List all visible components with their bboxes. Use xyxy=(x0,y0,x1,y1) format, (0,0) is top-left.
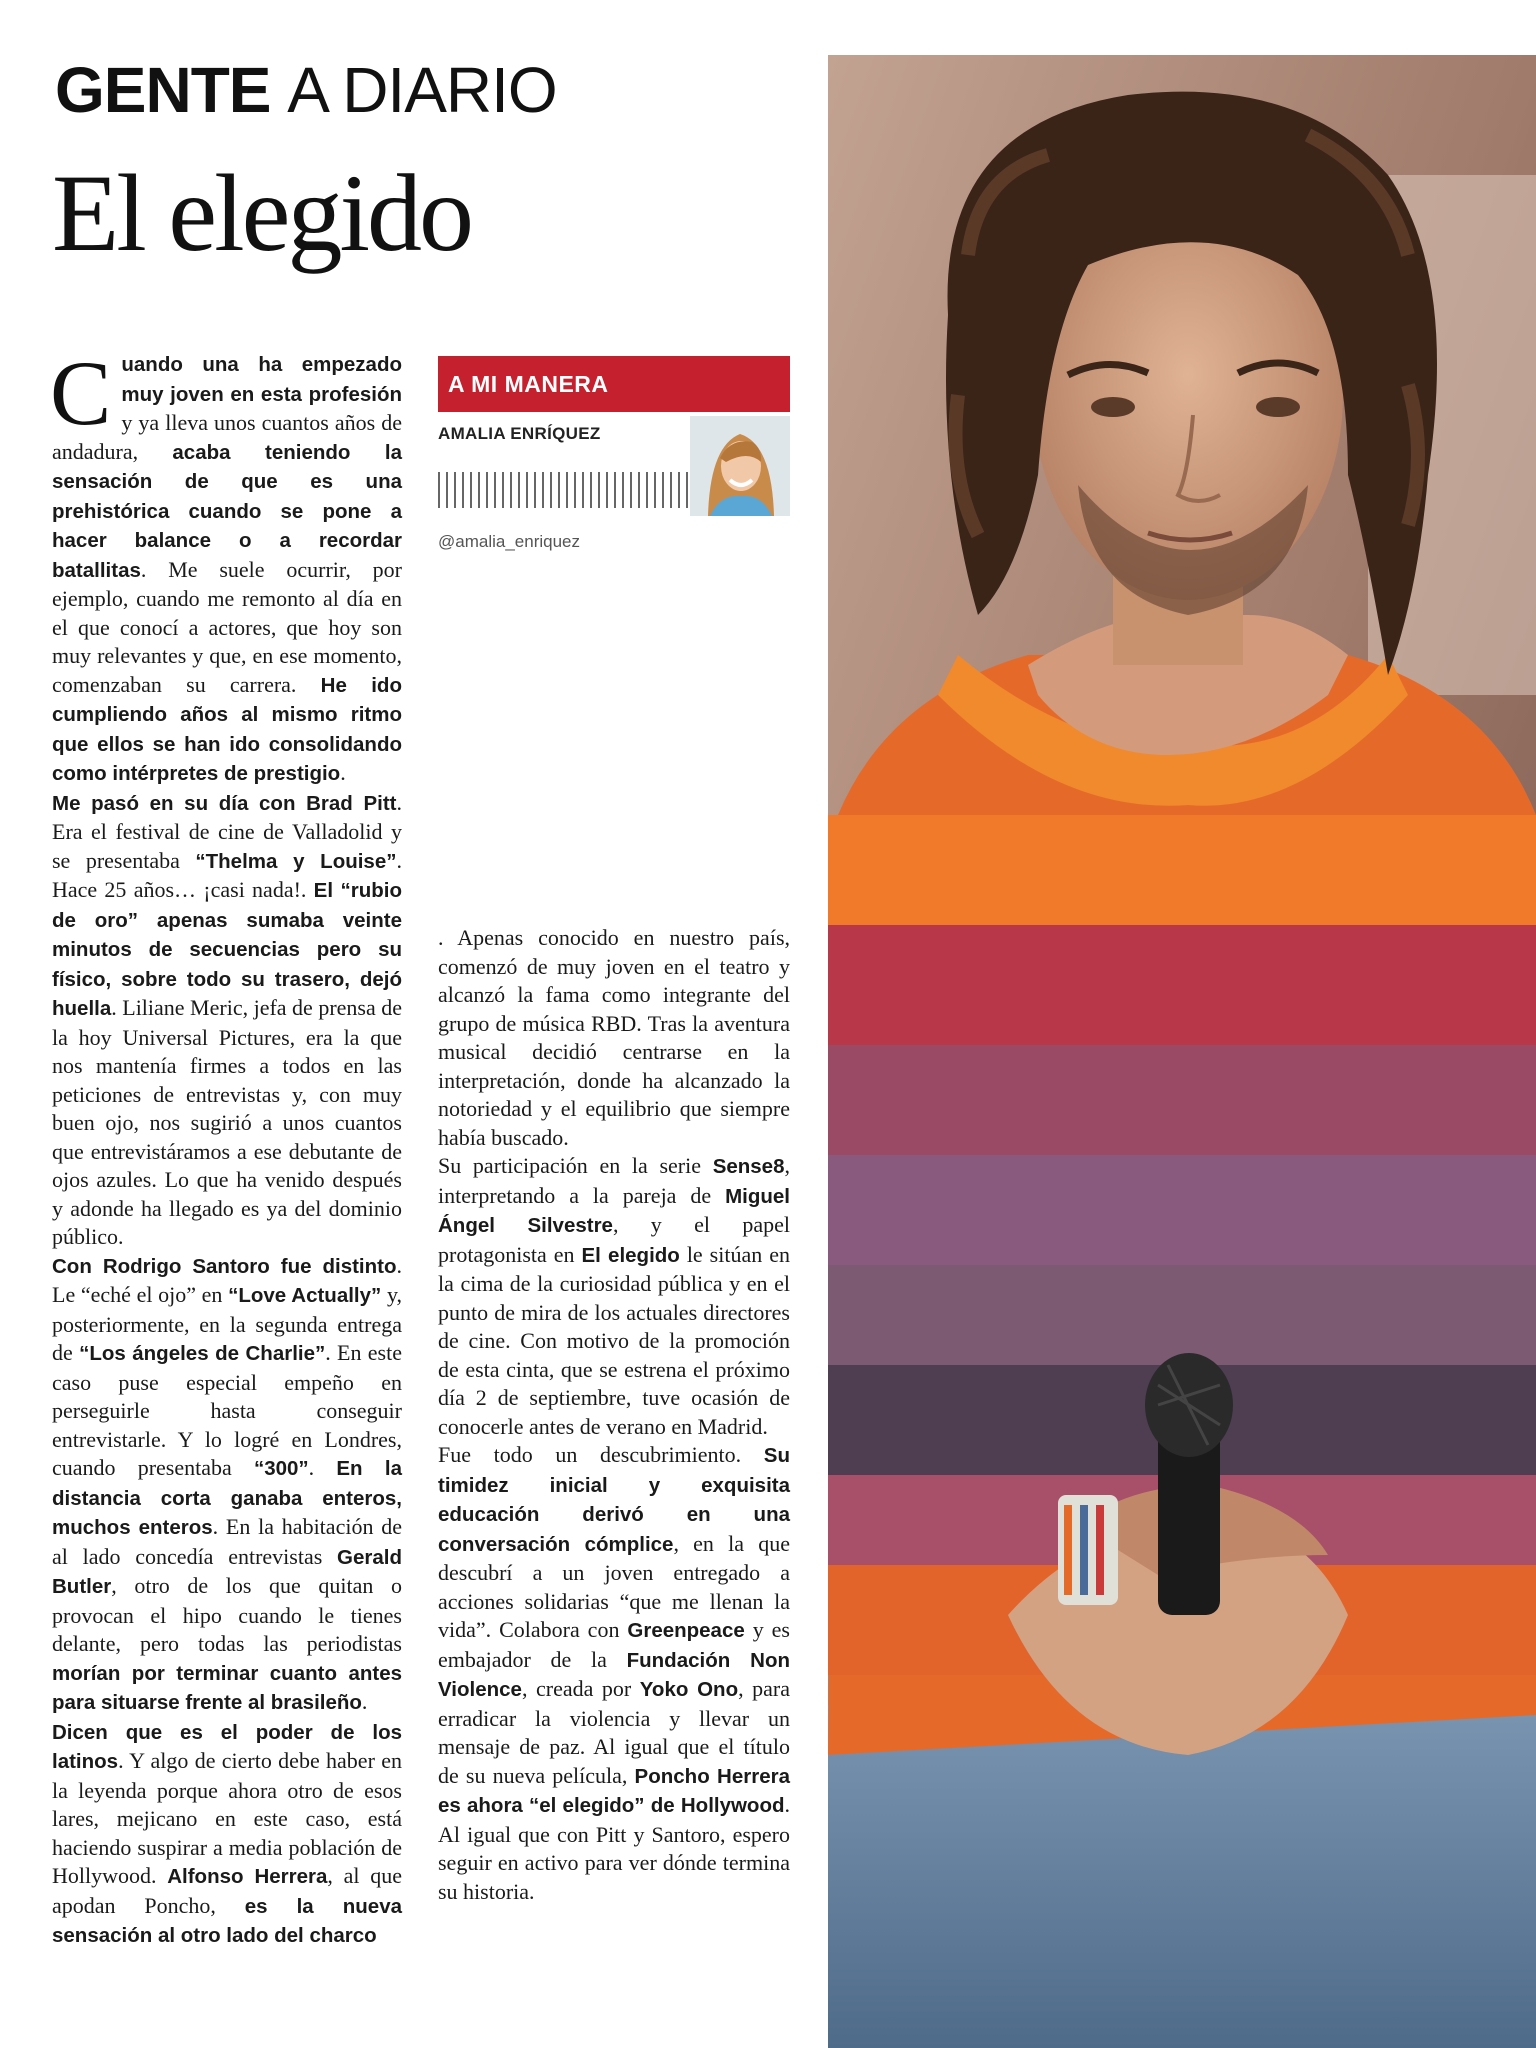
body-text: , y el papel protagonista en xyxy=(438,1212,790,1267)
body-text: , creada por xyxy=(521,1676,640,1701)
body-text: , para erradicar la violencia y llevar un mensaje de paz. Al igual que el título de su nueva película, xyxy=(438,1676,790,1788)
body-text: , otro de los que quitan o provocan el hipo cuando le tienes delante, pero todas las periodistas xyxy=(52,1573,402,1656)
body-text: y ya lleva unos cuantos años de andadura, xyxy=(52,410,402,464)
body-text: . En la habitación de al lado concedía entrevistas xyxy=(52,1514,402,1569)
emphasis-text: “300” xyxy=(253,1457,309,1480)
body-text: , al que apodan Poncho, xyxy=(52,1863,403,1918)
body-text: le sitúan en la cima de la curiosidad pública y en el punto de mira de los actuales directores de cine. Con motivo de la promoción de esta cinta, que se estrena el próximo día 2 de septiembre, tuve ocasión de conocerle antes de verano en Madrid. xyxy=(438,1241,790,1439)
emphasis-text: Poncho Herrera es ahora “el elegido” de Hollywood xyxy=(438,1764,790,1817)
emphasis-text: Dicen que es el poder de los latinos xyxy=(52,1720,402,1773)
emphasis-text: Yoko Ono xyxy=(639,1678,739,1701)
article-paragraph xyxy=(438,924,790,1152)
author-avatar xyxy=(690,416,790,516)
body-text: Su participación en la serie xyxy=(438,1153,713,1178)
emphasis-text: Gerald Butler xyxy=(52,1545,402,1598)
body-text: . Hace 25 años… ¡casi nada!. xyxy=(52,847,402,902)
article-paragraph xyxy=(52,1718,402,1951)
emphasis-text: Con Rodrigo Santoro fue distinto xyxy=(52,1254,397,1278)
body-text: , en la que descubrí a un joven entregado a acciones solidarias “que me llenan la vida”. Colabora con xyxy=(438,1530,791,1642)
emphasis-text: “Love Actually” xyxy=(228,1284,382,1307)
column-byline-box xyxy=(438,356,790,551)
section-title-light: A DIARIO xyxy=(287,54,557,126)
drop-cap: C xyxy=(50,342,112,444)
body-text: y, posteriormente, en la segunda entrega de xyxy=(52,1282,403,1365)
portrait-photo xyxy=(828,55,1536,2048)
body-text: , interpretando a la pareja de xyxy=(438,1153,790,1208)
body-text: . Y algo de cierto debe haber en la leyenda porque ahora otro de esos lares, mejicano en este caso, está haciendo suspirar a media población de Hollywood. xyxy=(52,1748,402,1888)
emphasis-text: El elegido xyxy=(581,1243,680,1267)
body-text: . Le “eché el ojo” en xyxy=(52,1252,402,1307)
emphasis-text: “Los ángeles de Charlie” xyxy=(79,1342,326,1365)
headline: El elegido xyxy=(52,152,472,274)
emphasis-text: Greenpeace xyxy=(627,1619,745,1642)
body-text: . Me suele ocurrir, por ejemplo, cuando me remonto al día en el que conocí a actores, que hoy son muy relevantes y que, en ese momento, comenzaban su carrera. xyxy=(52,556,402,697)
emphasis-text: uando una ha empezado muy joven en esta profesión xyxy=(121,353,402,406)
body-text: . xyxy=(361,1689,368,1714)
body-text: . Al igual que con Pitt y Santoro, espero seguir en activo para ver dónde termina su historia. xyxy=(438,1792,790,1904)
article-paragraph xyxy=(52,789,402,1252)
emphasis-text: Fundación Non Violence xyxy=(438,1648,790,1701)
emphasis-text: Su timidez inicial y exquisita educación derivó en una conversación cómplice xyxy=(438,1444,790,1556)
emphasis-text: es la nueva sensación al otro lado del charco xyxy=(52,1894,402,1947)
column-name-bar: A MI MANERA xyxy=(438,356,790,412)
article-paragraph xyxy=(52,1252,402,1718)
body-text: . Apenas conocido en nuestro país, comenzó de muy joven en el teatro y alcanzó la fama como integrante del grupo de música RBD. Tras la aventura musical decidió centrarse en la interpretación, donde ha alcanzado la notoriedad y el equilibrio que siempre había buscado. xyxy=(438,925,790,1150)
emphasis-text: El “rubio de oro” apenas sumaba veinte minutos de secuencias pero su físico, sobre todo su trasero, dejó huella xyxy=(52,879,402,1020)
body-text: . xyxy=(308,1455,337,1480)
emphasis-text: Sense8 xyxy=(712,1155,785,1178)
column-handle: @amalia_enriquez xyxy=(438,532,581,551)
emphasis-text: acaba teniendo la sensación de que es una prehistórica cuando se pone a hacer balance o a recordar batallitas xyxy=(52,440,402,582)
decorative-rule xyxy=(438,472,690,508)
section-title-strong: GENTE xyxy=(55,54,271,126)
emphasis-text: Me pasó en su día con Brad Pitt xyxy=(52,791,397,815)
body-text: Fue todo un descubrimiento. xyxy=(438,1442,764,1467)
emphasis-text: Alfonso Herrera xyxy=(167,1865,328,1888)
article-paragraph xyxy=(50,342,402,789)
emphasis-text: Miguel Ángel Silvestre xyxy=(438,1184,790,1237)
body-text: . xyxy=(340,760,346,785)
emphasis-text: “Thelma y Louise” xyxy=(195,849,397,873)
body-text: . En este caso puse especial empeño en perseguirle hasta conseguir entrevistarle. Y lo logré en Londres, cuando presentaba xyxy=(52,1340,402,1480)
column-author: AMALIA ENRÍQUEZ xyxy=(438,424,601,443)
emphasis-text: morían por terminar cuanto antes para situarse frente al brasileño xyxy=(52,1661,402,1714)
body-text: . Liliane Meric, jefa de prensa de la hoy Universal Pictures, era la que nos mantenía firmes a todos en las peticiones de entrevistas y, con muy buen ojo, nos sugirió a unos cuantos que entrevistáramos a ese debutante de ojos azules. Lo que ha venido después y adonde ha llegado es ya del dominio público. xyxy=(52,995,402,1249)
article-paragraph xyxy=(438,1441,790,1906)
body-text: . Era el festival de cine de Valladolid y se presentaba xyxy=(52,789,402,873)
section-title xyxy=(55,52,557,128)
body-text: y es embajador de la xyxy=(438,1617,790,1672)
emphasis-text: He ido cumpliendo años al mismo ritmo que ellos se han ido consolidando como intérpretes de prestigio xyxy=(52,673,402,785)
article-column-1 xyxy=(50,342,403,1951)
emphasis-text: En la distancia corta ganaba enteros, muchos enteros xyxy=(52,1457,402,1539)
article-paragraph xyxy=(438,1152,790,1441)
article-column-2 xyxy=(438,924,790,1906)
